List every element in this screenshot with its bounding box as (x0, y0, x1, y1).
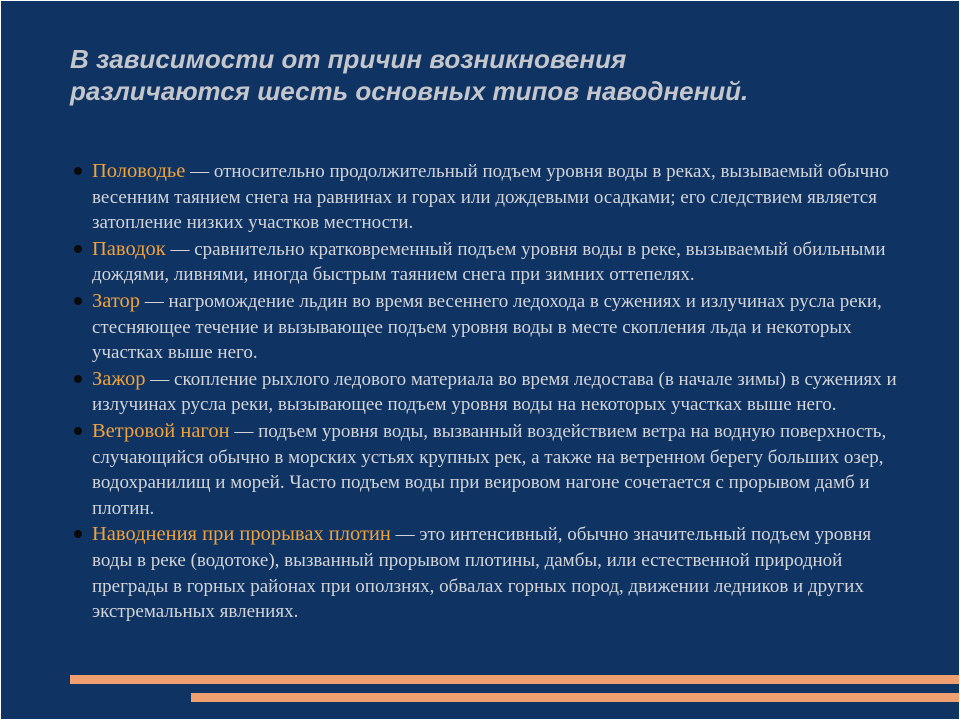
term-label: Наводнения при прорывах плотин (92, 523, 391, 546)
list-item-ice-jam (71, 289, 907, 366)
definition-text: — скопление рыхлого ледового материала во время ледостава (в начале зимы) в сужениях и излучинах русла реки, вызывающее подъем уровня воды на некоторых участках выше него. (92, 368, 897, 416)
slide (1, 1, 959, 719)
list-item-flash-flood (71, 237, 907, 288)
list-item-spring-flood (71, 159, 907, 236)
bullet-dot-icon (74, 167, 82, 175)
definition-text: — относительно продолжительный подъем уровня воды в реках, вызываемый обычно весенним таянием снега на равнинах и горах или дождевыми осадками; его следствием является затопление низких участков местности. (92, 161, 889, 234)
list-item-wind-surge (71, 419, 907, 521)
definition-text: — нагромождение льдин во время весеннего ледохода в сужениях и излучинах русла реки, стесняющее течение и вызывающее подъем уровня воды в месте скопления льда и некоторых участках выше него. (92, 290, 882, 364)
term-label: Затор (92, 289, 141, 312)
definition-text: — подъем уровня воды, вызванный воздействием ветра на водную поверхность, случающийся обычно в морских устьях крупных рек, а также на ветренном берегу больших озер, водохранилищ и морей. Часто подъем воды при веировом нагоне сочетается с прорывом дамб и плотин. (92, 420, 887, 519)
bullet-dot-icon (74, 530, 82, 538)
list-item-dam-breach (71, 522, 907, 624)
bullet-dot-icon (74, 245, 82, 253)
slide-title-line-2: различаются шесть основных типов наводнений. (70, 76, 749, 106)
slide-title-line-1: В зависимости от причин возникновения (70, 44, 627, 74)
accent-bar-bottom (191, 693, 959, 702)
bullet-dot-icon (74, 375, 82, 383)
bullet-dot-icon (74, 427, 82, 435)
accent-bar-top (70, 675, 959, 684)
term-label: Ветровой нагон (92, 419, 230, 442)
slide-title (70, 43, 930, 107)
term-label: Паводок (92, 237, 166, 260)
definition-text: — это интенсивный, обычно значительный подъем уровня воды в реке (водотоке), вызванный прорывом плотины, дамбы, или естественной природной преграды в горных районах при оползнях, обвалах горных пород, движении ледников и других экстремальных явлениях. (92, 524, 872, 623)
definition-text: — сравнительно кратковременный подъем уровня воды в реке, вызываемый обильными дождями, ливнями, иногда быстрым таянием снега при зимних оттепелях. (92, 238, 886, 286)
flood-types-list (71, 159, 907, 626)
term-label: Зажор (92, 367, 146, 390)
term-label: Половодье (92, 160, 186, 182)
bullet-dot-icon (74, 297, 82, 305)
list-item-frazil-jam (71, 367, 907, 418)
